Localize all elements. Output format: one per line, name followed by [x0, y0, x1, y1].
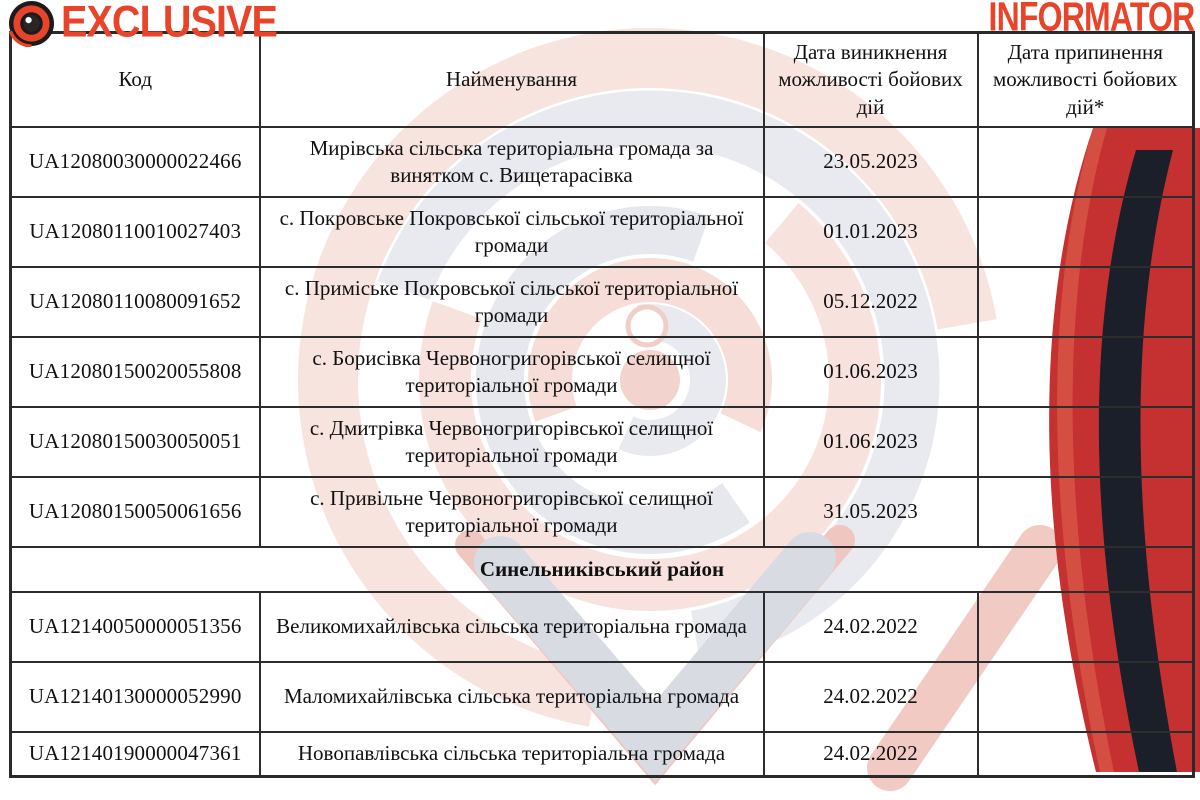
start-date-cell: 24.02.2022: [764, 662, 978, 732]
start-date-cell: 23.05.2023: [764, 127, 978, 197]
code-cell: UA12080110080091652: [11, 267, 260, 337]
exclusive-brand: [8, 0, 296, 47]
table-row: [11, 337, 1194, 407]
table-row: [11, 732, 1194, 777]
end-date-cell: [978, 197, 1194, 267]
start-date-cell: 01.01.2023: [764, 197, 978, 267]
end-date-cell: [978, 267, 1194, 337]
name-cell: с. Покровське Покровської сільської територіальної громади: [260, 197, 764, 267]
table-row: [11, 197, 1194, 267]
name-cell: с. Привільне Червоногригорівської селищної територіальної громади: [260, 477, 764, 547]
end-date-cell: [978, 592, 1194, 662]
code-cell: UA12080150030050051: [11, 407, 260, 477]
table-row: [11, 407, 1194, 477]
end-date-cell: [978, 662, 1194, 732]
start-date-cell: 01.06.2023: [764, 407, 978, 477]
table-row: [11, 127, 1194, 197]
name-cell: Новопавлівська сільська територіальна громада: [260, 732, 764, 777]
start-date-cell: 24.02.2022: [764, 732, 978, 777]
code-cell: UA12080150020055808: [11, 337, 260, 407]
col-header-name: Найменування: [260, 33, 764, 128]
hostilities-possibility-table: [9, 31, 1195, 778]
table-row: [11, 477, 1194, 547]
table-row: [11, 592, 1194, 662]
col-header-end-date: Дата припинення можливості бойових дій*: [978, 33, 1194, 128]
end-date-cell: [978, 127, 1194, 197]
name-cell: Маломихайлівська сільська територіальна громада: [260, 662, 764, 732]
table-row: [11, 662, 1194, 732]
name-cell: с. Борисівка Червоногригорівської селищної територіальної громади: [260, 337, 764, 407]
code-cell: UA12080110010027403: [11, 197, 260, 267]
end-date-cell: [978, 337, 1194, 407]
start-date-cell: 31.05.2023: [764, 477, 978, 547]
section-header-cell: Синельниківський район: [11, 547, 1194, 592]
end-date-cell: [978, 732, 1194, 777]
informator-label: INFORMATOR: [988, 0, 1194, 40]
table-row: [11, 267, 1194, 337]
col-header-code: Код: [11, 33, 260, 128]
informator-eye-logo-icon: [8, 0, 55, 47]
name-cell: Мирівська сільська територіальна громада за винятком с. Вищетарасівка: [260, 127, 764, 197]
name-cell: с. Дмитрівка Червоногригорівської селищної територіальної громади: [260, 407, 764, 477]
col-header-start-date: Дата виникнення можливості бойових дій: [764, 33, 978, 128]
name-cell: с. Приміське Покровської сільської територіальної громади: [260, 267, 764, 337]
end-date-cell: [978, 407, 1194, 477]
code-cell: UA12080030000022466: [11, 127, 260, 197]
informator-brand: [937, 0, 1194, 40]
code-cell: UA12140130000052990: [11, 662, 260, 732]
start-date-cell: 05.12.2022: [764, 267, 978, 337]
code-cell: UA12080150050061656: [11, 477, 260, 547]
code-cell: UA12140050000051356: [11, 592, 260, 662]
start-date-cell: 01.06.2023: [764, 337, 978, 407]
code-cell: UA12140190000047361: [11, 732, 260, 777]
name-cell: Великомихайлівська сільська територіальна громада: [260, 592, 764, 662]
end-date-cell: [978, 477, 1194, 547]
section-header-row: [11, 547, 1194, 592]
exclusive-label: EXCLUSIVE: [61, 0, 277, 47]
start-date-cell: 24.02.2022: [764, 592, 978, 662]
